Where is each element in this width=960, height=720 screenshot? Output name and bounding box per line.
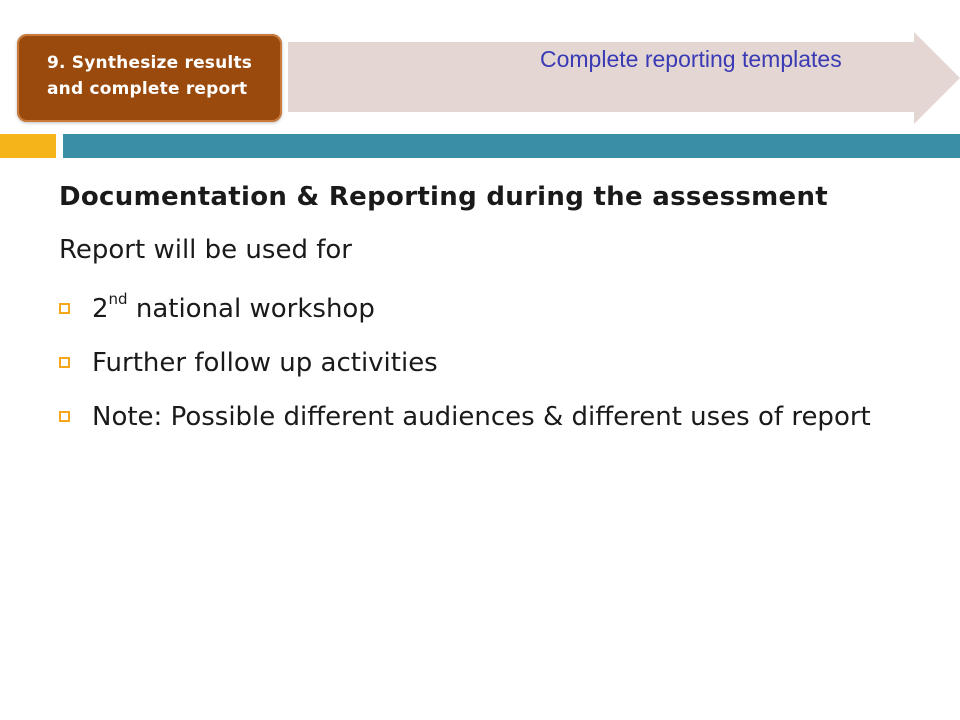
- square-bullet-icon: [59, 411, 70, 422]
- bullet-text: Further follow up activities: [92, 348, 438, 378]
- slide-content: [59, 178, 919, 449]
- slide-lead-text: Report will be used for: [59, 235, 352, 265]
- bullet-item: [59, 395, 919, 439]
- divider-bar: [63, 134, 960, 158]
- bullet-item: [59, 287, 919, 331]
- arrow-banner: [288, 32, 960, 124]
- bullet-list: [59, 287, 919, 439]
- bullet-text-superscript: nd: [108, 290, 128, 308]
- square-bullet-icon: [59, 303, 70, 314]
- bullet-text: Note: Possible different audiences & different uses of report: [92, 402, 871, 432]
- slide-heading: Documentation & Reporting during the assessment: [59, 182, 829, 212]
- step-badge-line-1: 9. Synthesize results: [47, 53, 253, 73]
- step-badge-line-2: and complete report: [47, 79, 248, 99]
- bullet-text-rest: national workshop: [127, 294, 375, 324]
- accent-bar: [0, 134, 56, 158]
- step-badge: [17, 34, 282, 122]
- arrow-banner-label: Complete reporting templates: [540, 46, 842, 72]
- square-bullet-icon: [59, 357, 70, 368]
- bullet-text-main: 2: [92, 294, 109, 324]
- bullet-item: [59, 341, 919, 385]
